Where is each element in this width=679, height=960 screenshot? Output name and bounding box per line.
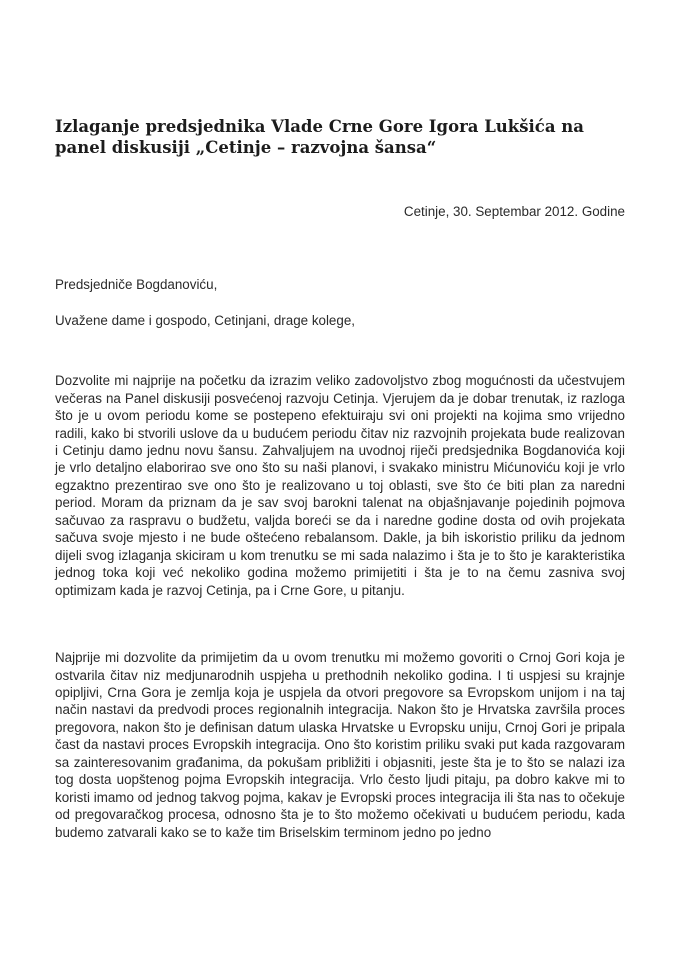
salutation-line-1: Predsjedniče Bogdanoviću, (55, 277, 218, 293)
salutation-line-2: Uvažene dame i gospodo, Cetinjani, drage kolege, (55, 312, 355, 328)
paragraph-2: Najprije mi dozvolite da primijetim da u ovom trenutku mi možemo govoriti o Crnoj Gori koja je ostvarila čitav niz medjunarodnih uspjeha u prethodnih nekoliko godina. I ti uspjesi su krajnje opipljivi, Crna Gora je zemlja koja je uspjela da otvori pregovore sa Evropskom unijom i na taj način nastavi da predvodi proces regionalnih integracija. Nakon što je Hrvatska završila proces pregovora, nakon što je definisan datum ulaska Hrvatske u Evropsku uniju, Crnoj Gori je pripala čast da nastavi proces Evropskih integracija. Ono što koristim priliku svaki put kada razgovaram sa zainteresovanim građanima, da pokušam približiti i objasniti, jeste šta je to što se nalazi iza tog dosta uopštenog pojma Evropskih integracija. Vrlo često ljudi pitaju, pa dobro kakve mi to koristi imamo od jednog takvog pojma, kakav je Evropski proces integracija ili šta nas to očekuje od pregovaračkog procesa, odnosno šta je to što možemo očekivati u budućem periodu, kada budemo zatvarali kako se to kaže tim Briselskim terminom jedno po jedno (55, 650, 625, 840)
dateline: Cetinje, 30. Septembar 2012. Godine (403, 204, 625, 219)
paragraph-1: Dozvolite mi najprije na početku da izrazim veliko zadovoljstvo zbog mogućnosti da učestvujem večeras na Panel diskusiji posvećenoj razvoju Cetinja. Vjerujem da je dobar trenutak, iz razloga što je u ovom periodu kome se postepeno efektuiraju svi oni projekti na kojima smo vrijedno radili, kako bi stvorili uslove da u budućem periodu čitav niz razvojnih projekata bude realizovan i Cetinju damo jednu novu šansu. Zahvaljujem na uvodnoj riječi predsjednika Bogdanovića koji je vrlo detaljno elaborirao sve ono što su naši planovi, i svakako ministru Mićunoviću koji je vrlo egzaktno prezentirao sve ono što je realizovano u toj oblasti, sve što će biti plan za naredni period. Moram da priznam da je sav svoj barokni talenat na objašnjavanje pojedinih pojmova sačuvao za raspravu o budžetu, valjda boreći se da i naredne godine dosta od ovih projekata sačuva svoje mjesto i ne bude oštećeno rebalansom. Dakle, ja bih iskoristio priliku da jednom dijeli svog izlaganja skiciram u kom trenutku se mi sada nalazimo i šta je to što je karakteristika jednog toka koji već nekoliko godina možemo primijetiti i šta je to na čemu zasniva svoj optimizam kada je razvoj Cetinja, pa i Crne Gore, u pitanju. (55, 373, 625, 598)
document-title: Izlaganje predsjednika Vlade Crne Gore Igora Lukšića na panel diskusiji „Cetinje – razvojna šansa“ (55, 117, 584, 157)
